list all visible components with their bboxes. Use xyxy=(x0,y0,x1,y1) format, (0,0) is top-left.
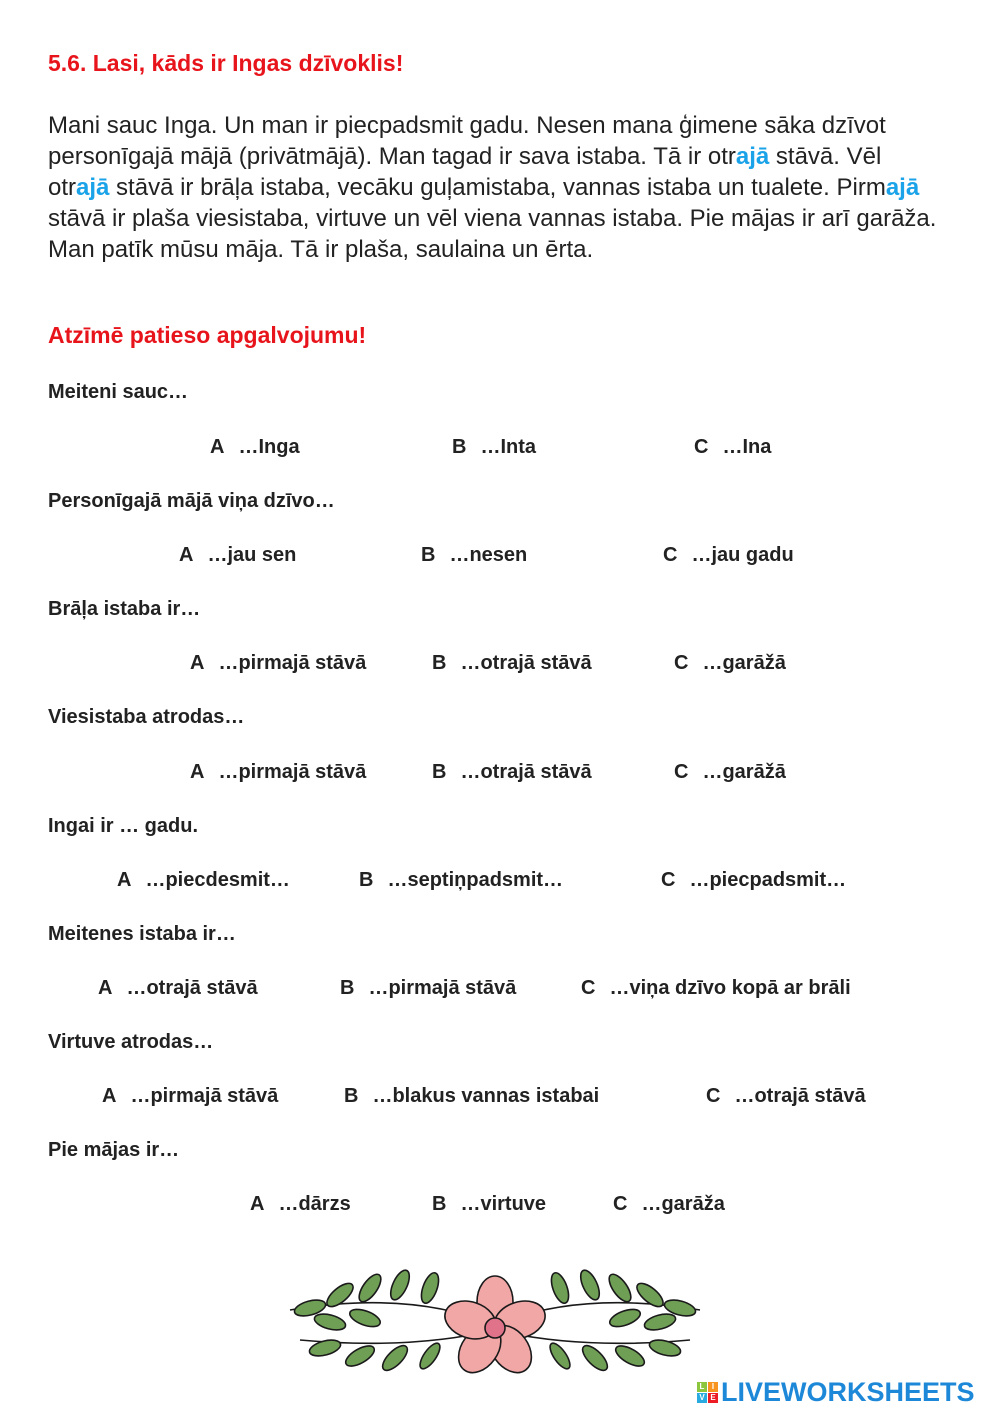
q1-option-c[interactable] xyxy=(694,436,771,459)
q2-option-a[interactable] xyxy=(179,544,296,567)
option-text: …garāžā xyxy=(702,761,786,783)
option-letter: B xyxy=(344,1085,359,1107)
option-letter: A xyxy=(190,652,205,674)
option-text: …dārzs xyxy=(278,1193,351,1215)
option-text: …virtuve xyxy=(460,1193,547,1215)
q2-option-c[interactable] xyxy=(663,544,794,567)
option-text: …otrajā stāvā xyxy=(460,761,592,783)
highlight-ending-1: ajā xyxy=(735,143,770,170)
passage-text-1: Mani sauc Inga. Un man ir piecpadsmit gadu. Nesen mana ģimene sāka dzīvot personīgajā mājā (privātmājā). Man tagad ir sava istaba. Tā ir otr xyxy=(48,112,886,170)
option-text: …jau gadu xyxy=(691,544,794,566)
option-text: …viņa dzīvo kopā ar brāli xyxy=(609,977,851,999)
option-text: …nesen xyxy=(449,544,528,566)
highlight-ending-3: ajā xyxy=(885,174,920,201)
q6-option-a[interactable] xyxy=(98,977,258,1000)
option-text: …septiņpadsmit… xyxy=(387,869,564,891)
highlight-ending-2: ajā xyxy=(76,174,110,201)
option-text: …Inga xyxy=(238,436,300,458)
logo-letter: V xyxy=(697,1393,707,1403)
option-letter: B xyxy=(432,652,447,674)
logo-letter: E xyxy=(708,1393,718,1403)
q4-option-b[interactable] xyxy=(432,761,592,784)
q5-option-a[interactable] xyxy=(117,869,290,892)
q8-option-a[interactable] xyxy=(250,1193,351,1216)
option-letter: A xyxy=(102,1085,117,1107)
option-letter: C xyxy=(706,1085,721,1107)
option-letter: A xyxy=(179,544,194,566)
q5-option-c[interactable] xyxy=(661,869,846,892)
option-letter: B xyxy=(432,761,447,783)
q1-option-b[interactable] xyxy=(452,436,536,459)
passage-text-2: stāvā. Vēl otr xyxy=(48,143,882,201)
q8-option-b[interactable] xyxy=(432,1193,546,1216)
option-letter: B xyxy=(359,869,374,891)
option-letter: B xyxy=(421,544,436,566)
question-5-prompt: Ingai ir … gadu. xyxy=(48,815,199,837)
q6-option-c[interactable] xyxy=(581,977,851,1000)
question-8-prompt: Pie mājas ir… xyxy=(48,1139,180,1161)
q3-option-c[interactable] xyxy=(674,652,786,675)
q2-option-b[interactable] xyxy=(421,544,527,567)
option-text: …pirmajā stāvā xyxy=(218,652,367,674)
option-text: …otrajā stāvā xyxy=(460,652,592,674)
option-letter: C xyxy=(661,869,676,891)
option-letter: C xyxy=(663,544,678,566)
q4-option-a[interactable] xyxy=(190,761,366,784)
question-4-prompt: Viesistaba atrodas… xyxy=(48,706,245,728)
option-letter: A xyxy=(98,977,113,999)
question-7-prompt: Virtuve atrodas… xyxy=(48,1031,214,1053)
logo-letter: I xyxy=(708,1382,718,1392)
option-letter: A xyxy=(210,436,225,458)
logo-squares-icon xyxy=(697,1382,718,1403)
option-letter: C xyxy=(581,977,596,999)
option-text: …Ina xyxy=(722,436,772,458)
brand-name: LIVEWORKSHEETS xyxy=(721,1376,975,1407)
option-letter: B xyxy=(340,977,355,999)
passage-text-4: stāvā ir plaša viesistaba, virtuve un vēl viena vannas istaba. Pie mājas ir arī garāža. Man patīk mūsu māja. Tā ir plaša, saulaina un ērta. xyxy=(48,205,937,263)
option-text: …pirmajā stāvā xyxy=(218,761,367,783)
liveworksheets-logo[interactable] xyxy=(697,1378,975,1406)
option-letter: C xyxy=(613,1193,628,1215)
q5-option-b[interactable] xyxy=(359,869,563,892)
option-text: …jau sen xyxy=(207,544,297,566)
option-letter: A xyxy=(190,761,205,783)
option-text: …garāža xyxy=(641,1193,725,1215)
worksheet-title: 5.6. Lasi, kāds ir Ingas dzīvoklis! xyxy=(48,50,404,76)
option-letter: C xyxy=(694,436,709,458)
q3-option-a[interactable] xyxy=(190,652,366,675)
q7-option-a[interactable] xyxy=(102,1085,278,1108)
q4-option-c[interactable] xyxy=(674,761,786,784)
option-text: …Inta xyxy=(480,436,537,458)
option-letter: C xyxy=(674,652,689,674)
option-text: …piecdesmit… xyxy=(145,869,290,891)
q7-option-b[interactable] xyxy=(344,1085,599,1108)
option-text: …blakus vannas istabai xyxy=(372,1085,600,1107)
option-letter: A xyxy=(250,1193,265,1215)
question-6-prompt: Meitenes istaba ir… xyxy=(48,923,236,945)
option-letter: B xyxy=(432,1193,447,1215)
q6-option-b[interactable] xyxy=(340,977,516,1000)
option-text: …otrajā stāvā xyxy=(126,977,258,999)
floral-ornament-icon xyxy=(270,1250,720,1390)
question-1-prompt: Meiteni sauc… xyxy=(48,381,189,403)
q7-option-c[interactable] xyxy=(706,1085,866,1108)
option-text: …otrajā stāvā xyxy=(734,1085,866,1107)
question-3-prompt: Brāļa istaba ir… xyxy=(48,598,201,620)
option-letter: B xyxy=(452,436,467,458)
q3-option-b[interactable] xyxy=(432,652,592,675)
option-text: …garāžā xyxy=(702,652,786,674)
option-letter: A xyxy=(117,869,132,891)
instruction-heading: Atzīmē patieso apgalvojumu! xyxy=(48,322,367,348)
passage-text-3: stāvā ir brāļa istaba, vecāku guļamistaba, vannas istaba un tualete. Pirm xyxy=(109,174,886,201)
q8-option-c[interactable] xyxy=(613,1193,725,1216)
reading-passage xyxy=(48,110,948,265)
option-text: …pirmajā stāvā xyxy=(130,1085,279,1107)
q1-option-a[interactable] xyxy=(210,436,300,459)
option-text: …piecpadsmit… xyxy=(689,869,847,891)
question-2-prompt: Personīgajā mājā viņa dzīvo… xyxy=(48,490,335,512)
option-letter: C xyxy=(674,761,689,783)
logo-letter: L xyxy=(697,1382,707,1392)
option-text: …pirmajā stāvā xyxy=(368,977,517,999)
